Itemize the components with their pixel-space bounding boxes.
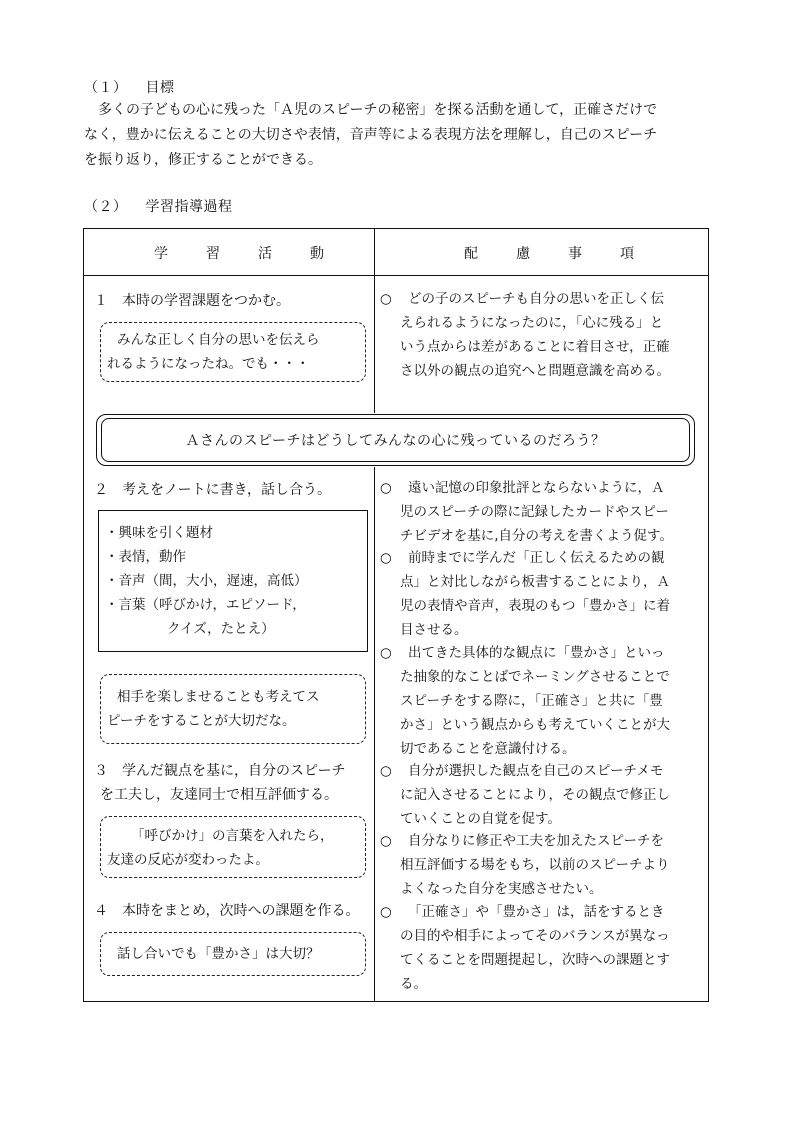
bubble-line: 話し合いでも「豊かさ」は大切？ — [117, 946, 320, 962]
consideration-note-6 — [380, 829, 704, 901]
process-heading-title: 学習指導過程 — [145, 199, 233, 215]
step-4: ４ 本時をまとめ，次時への課題を作る。 — [94, 903, 360, 919]
note-line: えられるようになったのに，「心に残る」と — [400, 315, 664, 331]
consideration-note-5 — [380, 759, 704, 831]
note-line: た抽象的なことばでネーミングさせることで — [400, 669, 670, 685]
speech-bubble-1 — [100, 322, 366, 382]
speech-bubble-4 — [100, 932, 366, 976]
step-1: １ 本時の学習課題をつかむ。 — [94, 293, 290, 309]
circle-bullet-icon: ○ — [380, 904, 392, 920]
note-line: 「正確さ」や「豊かさ」は，話をするとき — [408, 904, 665, 920]
note-line: に記入させることにより，その観点で修正し — [400, 787, 670, 803]
note-line: 切であることを意識付ける。 — [400, 741, 576, 757]
note-line: スピーチをする際に，「正確さ」と共に「豊 — [400, 693, 663, 709]
circle-bullet-icon: ○ — [380, 833, 392, 849]
note-line: る。 — [400, 976, 427, 992]
note-line: 自分が選択した観点を自己のスピーチメモ — [408, 763, 664, 779]
header-learning-activity: 学習活動 — [154, 246, 362, 262]
viewpoint-item: ・音声（間，大小，遅速，高低） — [105, 573, 308, 589]
column-divider-bottom — [374, 467, 375, 1002]
note-line: 前時までに学んだ「正しく伝えるための観 — [408, 550, 665, 566]
step-3: ３ 学んだ観点を基に，自分のスピーチ — [94, 763, 346, 779]
consideration-note-2 — [380, 476, 704, 548]
speech-bubble-2 — [100, 674, 366, 744]
circle-bullet-icon: ○ — [380, 480, 392, 496]
note-line: さ以外の観点の追究へと問題意識を高める。 — [400, 363, 670, 379]
objective-line: なく，豊かに伝えることの大切さや表情，音声等による表現方法を理解し，自己のスピーチ — [84, 127, 658, 143]
bubble-line: 相手を楽しませることも考えてス — [117, 689, 320, 705]
viewpoint-item: クイズ，たとえ） — [167, 621, 275, 637]
lesson-question-banner: Ａさんのスピーチはどうしてみんなの心に残っているのだろう？ — [101, 418, 690, 462]
header-considerations: 配慮事項 — [464, 246, 672, 262]
note-line: ていくことの自覚を促す。 — [400, 811, 561, 827]
objective-heading — [84, 77, 175, 97]
consideration-note-7 — [380, 900, 704, 996]
note-line: 目させる。 — [400, 622, 468, 638]
note-line: チビデオを基に,自分の考えを書くよう促す。 — [400, 528, 673, 544]
viewpoint-item: ・興味を引く題材 — [105, 525, 213, 541]
circle-bullet-icon: ○ — [380, 763, 392, 779]
bubble-line: ピーチをすることが大切だな。 — [107, 713, 296, 729]
note-line: 遠い記憶の印象批評とならないように，Ａ — [408, 480, 665, 496]
process-heading — [84, 196, 233, 216]
consideration-note-1 — [380, 287, 704, 383]
objective-line: 多くの子どもの心に残った「Ａ児のスピーチの秘密」を探る活動を通して，正確さだけで — [98, 102, 658, 118]
consideration-note-4 — [380, 641, 704, 761]
bubble-line: みんな正しく自分の思いを伝えら — [117, 332, 320, 348]
note-line: 点」と対比しながら板書することにより，Ａ — [400, 574, 670, 590]
note-line: どの子のスピーチも自分の思いを正しく伝 — [408, 291, 664, 307]
viewpoint-item: ・表情，動作 — [105, 549, 186, 565]
objective-heading-title: 目標 — [145, 80, 175, 96]
note-line: 自分なりに修正や工夫を加えたスピーチを — [408, 833, 664, 849]
viewpoint-item: ・言葉（呼びかけ，エピソード， — [105, 597, 306, 613]
note-line: よくなった自分を実感させたい。 — [400, 881, 603, 897]
note-line: いう点からは差があることに着目させ，正確 — [400, 339, 670, 355]
note-line: 出てきた具体的な観点に「豊かさ」といっ — [408, 645, 665, 661]
note-line: の目的や相手によってそのバランスが異なっ — [400, 928, 670, 944]
speech-bubble-3 — [100, 816, 366, 878]
process-heading-number: （２） — [84, 199, 128, 215]
objective-paragraph — [84, 98, 724, 173]
note-line: かさ」という観点からも考えていくことが大 — [400, 717, 670, 733]
step-3-cont: を工夫し，友達同士で相互評価する。 — [100, 787, 338, 803]
note-line: 児の表情や音声，表現のもつ「豊かさ」に着 — [400, 598, 670, 614]
circle-bullet-icon: ○ — [380, 550, 392, 566]
bubble-line: 「呼びかけ」の言葉を入れたら， — [131, 828, 334, 844]
step-2: ２ 考えをノートに書き，話し合う。 — [94, 482, 332, 498]
consideration-note-3 — [380, 546, 704, 642]
note-line: てくることを問題提起し，次時への課題とす — [400, 952, 670, 968]
note-line: 児のスピーチの際に記録したカードやスピー — [400, 504, 669, 520]
circle-bullet-icon: ○ — [380, 291, 392, 307]
viewpoints-box — [98, 510, 368, 652]
bubble-line: れるようになったね。でも・・・ — [107, 356, 310, 372]
objective-line: を振り返り，修正することができる。 — [84, 152, 322, 168]
circle-bullet-icon: ○ — [380, 645, 392, 661]
objective-heading-number: （１） — [84, 80, 128, 96]
header-divider — [84, 275, 709, 276]
note-line: 相互評価する場をもち，以前のスピーチより — [400, 857, 670, 873]
bubble-line: 友達の反応が変わったよ。 — [107, 852, 269, 868]
column-divider-top — [374, 229, 375, 413]
